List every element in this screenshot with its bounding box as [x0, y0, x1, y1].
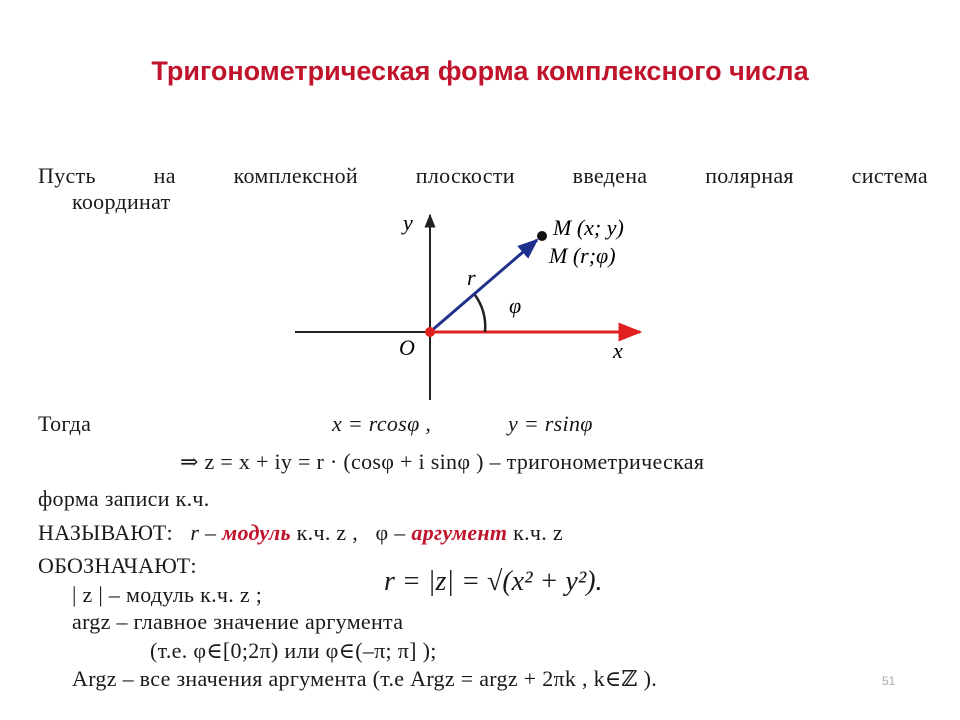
named-prefix: НАЗЫВАЮТ:	[38, 520, 173, 545]
label-r: r	[467, 265, 476, 290]
polar-coordinate-diagram	[285, 205, 685, 405]
named-r: r –	[190, 520, 217, 545]
label-phi: φ	[509, 293, 522, 318]
denote-prefix: ОБОЗНАЧАЮТ:	[38, 553, 197, 578]
modulus-definition: | z | – модуль к.ч. z ;	[72, 582, 263, 607]
y-formula: y = rsinφ	[508, 411, 593, 436]
modulus-term: модуль	[222, 520, 291, 545]
x-formula: x = rcosφ ,	[332, 411, 432, 436]
intro-line-1: Пусть на комплексной плоскости введена полярная система	[38, 163, 928, 188]
all-args-definition: Argz – все значения аргумента (т.е Argz = argz + 2πk , k∈ℤ ).	[72, 666, 658, 691]
trig-form-formula: ⇒ z = x + iy = r · (cosφ + i sinφ ) – тригонометрическая	[180, 449, 705, 474]
label-m-cartesian: M (x; y)	[553, 215, 624, 240]
intro-line-2: координат	[72, 189, 171, 214]
then-label: Тогда	[38, 411, 92, 436]
argument-term: аргумент	[411, 520, 508, 545]
named-phi: φ –	[375, 520, 406, 545]
modulus-formula: r = |z| = √(x² + y²).	[384, 566, 603, 597]
page-number: 51	[882, 674, 896, 688]
label-origin: O	[399, 335, 415, 360]
trig-form-continuation: форма записи к.ч.	[38, 486, 210, 511]
arg-range: (т.е. φ∈[0;2π) или φ∈(–π; π] );	[150, 638, 437, 663]
label-x: x	[613, 338, 623, 363]
point-m	[537, 231, 547, 241]
named-mid: к.ч. z ,	[296, 520, 359, 545]
slide-title: Тригонометрическая форма комплексного числа	[151, 56, 809, 86]
named-line	[38, 520, 563, 546]
angle-arc	[475, 295, 485, 332]
arg-definition: argz – главное значение аргумента	[72, 609, 404, 634]
origin-point	[425, 327, 435, 337]
label-y: y	[403, 210, 413, 235]
named-end: к.ч. z	[513, 520, 563, 545]
label-m-polar: M (r;φ)	[549, 243, 616, 268]
